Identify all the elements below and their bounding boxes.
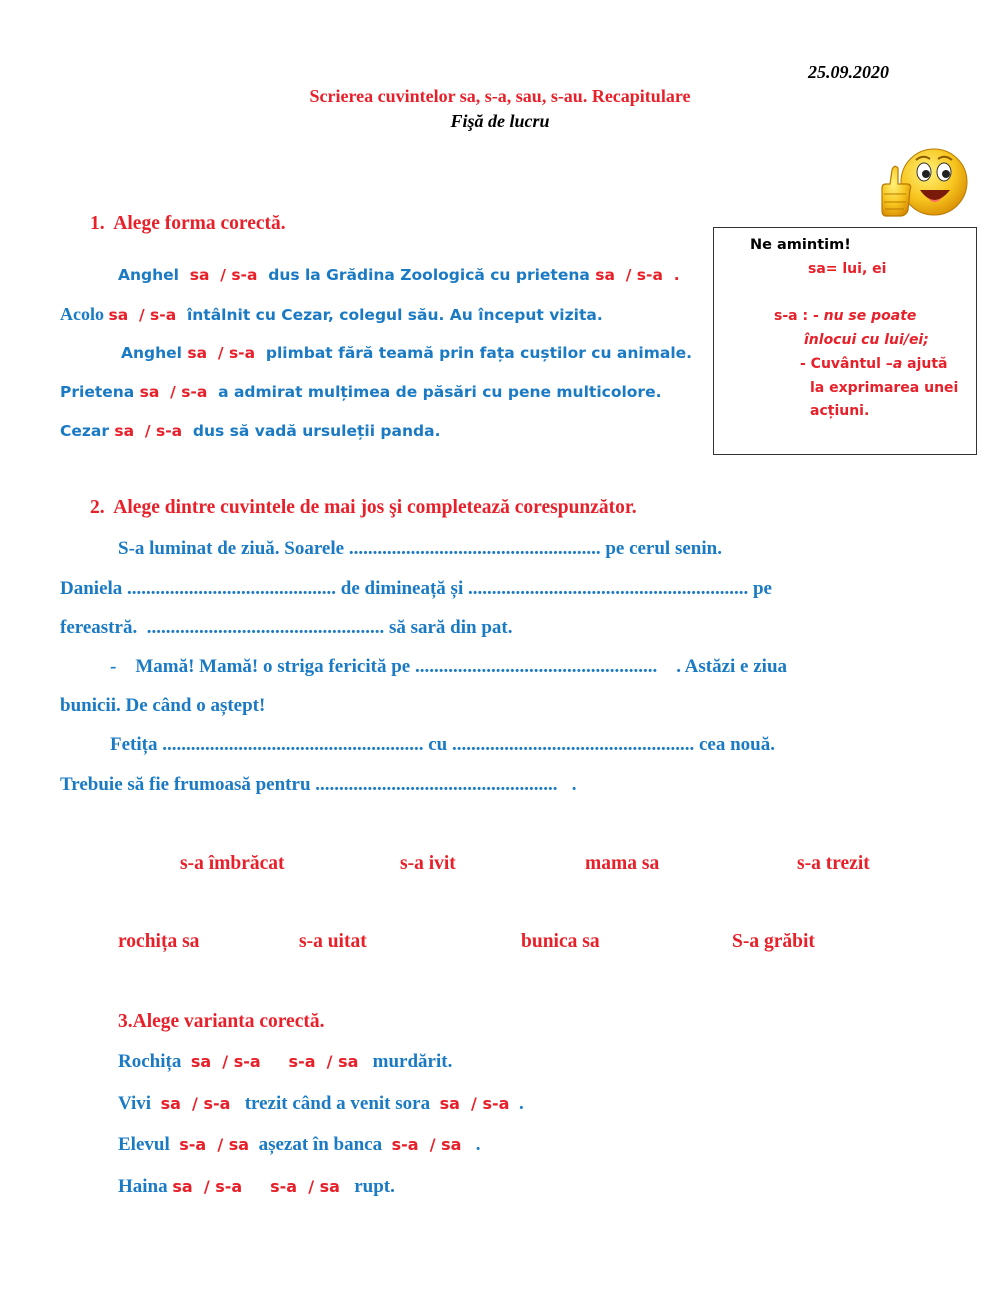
- page-subtitle: Fişă de lucru: [450, 111, 550, 131]
- word-bank-item[interactable]: s-a uitat: [299, 931, 367, 952]
- option-sa[interactable]: sa: [160, 1094, 181, 1113]
- ex3-sentence: Vivi sa / s-a trezit când a venit sora sa / s-a .: [118, 1093, 524, 1114]
- word-bank-item[interactable]: mama sa: [585, 853, 660, 874]
- ex1-sentence: Prietena sa / s-a a admirat mulțimea de păsări cu pene multicolore.: [60, 383, 662, 401]
- option-s-a[interactable]: s-a: [203, 1094, 231, 1113]
- ex2-text-line: Daniela ............................................ de dimineață și ........................................................... pe: [60, 578, 772, 599]
- option-s-a[interactable]: s-a: [233, 1052, 261, 1071]
- ex1-sentence: Anghel sa / s-a plimbat fără teamă prin fața cuștilor cu animale.: [121, 344, 693, 362]
- ex3-sentence: Haina sa / s-a s-a / sa rupt.: [118, 1176, 395, 1197]
- option-sa[interactable]: sa: [108, 306, 129, 324]
- date: 25.09.2020: [808, 62, 889, 82]
- option-s-a[interactable]: s-a: [636, 266, 663, 284]
- reminder-line: înlocui cu lui/ei;: [804, 332, 929, 348]
- ex2-text-line: fereastră. .................................................. să sară din pat.: [60, 617, 513, 638]
- reminder-box: [713, 227, 977, 455]
- word-bank-item[interactable]: bunica sa: [521, 931, 600, 952]
- ex3-sentence: Elevul s-a / sa așezat în banca s-a / sa .: [118, 1134, 481, 1155]
- reminder-line: acțiuni.: [810, 403, 870, 419]
- option-s-a[interactable]: s-a: [288, 1052, 316, 1071]
- word-bank-item[interactable]: S-a grăbit: [732, 931, 815, 952]
- option-s-a[interactable]: s-a: [231, 266, 258, 284]
- option-sa[interactable]: sa: [114, 422, 135, 440]
- reminder-heading: Ne amintim!: [750, 237, 851, 253]
- word-bank-item[interactable]: s-a trezit: [797, 853, 870, 874]
- ex2-text-line: S-a luminat de ziuă. Soarele ..................................................... pe cerul senin.: [118, 538, 722, 559]
- ex1-sentence: Acolo sa / s-a întâlnit cu Cezar, colegul său. Au început vizita.: [60, 304, 603, 324]
- option-sa[interactable]: sa: [595, 266, 615, 284]
- option-sa[interactable]: sa: [172, 1177, 193, 1196]
- reminder-line: sa= lui, ei: [808, 261, 887, 277]
- ex1-sentence: Anghel sa / s-a dus la Grădina Zoologică cu prietena sa / s-a .: [118, 266, 680, 284]
- exercise-3-heading: 3.Alege varianta corectă.: [118, 1011, 325, 1032]
- option-sa[interactable]: sa: [187, 344, 208, 362]
- option-sa[interactable]: sa: [139, 383, 160, 401]
- ex2-text-line: bunicii. De când o aștept!: [60, 695, 266, 716]
- option-s-a[interactable]: s-a: [270, 1177, 298, 1196]
- option-s-a[interactable]: s-a: [179, 1135, 207, 1154]
- ex3-sentence: Rochița sa / s-a s-a / sa murdărit.: [118, 1051, 453, 1072]
- page-title: Scrierea cuvintelor sa, s-a, sau, s-au. Recapitulare: [309, 86, 691, 106]
- option-s-a[interactable]: s-a: [228, 344, 256, 362]
- ex2-text-line: Trebuie să fie frumoasă pentru ................................................... .: [60, 774, 577, 795]
- word-bank-item[interactable]: s-a îmbrăcat: [180, 853, 285, 874]
- option-s-a[interactable]: s-a: [482, 1094, 510, 1113]
- reminder-line: s-a : - nu se poate: [774, 308, 917, 324]
- option-sa[interactable]: sa: [441, 1135, 462, 1154]
- option-s-a[interactable]: s-a: [391, 1135, 419, 1154]
- option-s-a[interactable]: s-a: [215, 1177, 243, 1196]
- word-bank-item[interactable]: s-a ivit: [400, 853, 456, 874]
- exercise-1-heading: 1. Alege forma corectă.: [90, 213, 286, 234]
- option-s-a[interactable]: s-a: [150, 306, 177, 324]
- option-sa[interactable]: sa: [190, 1052, 212, 1071]
- option-sa[interactable]: sa: [439, 1094, 460, 1113]
- option-s-a[interactable]: s-a: [181, 383, 208, 401]
- ex2-text-line: Fetița ....................................................... cu ................................................... cea nouă.: [110, 734, 775, 755]
- option-sa[interactable]: sa: [338, 1052, 359, 1071]
- ex2-text-line: - Mamă! Mamă! o striga fericită pe ................................................... . Astăzi e ziua: [110, 656, 788, 677]
- reminder-line: - Cuvântul –a ajută: [800, 356, 948, 372]
- option-s-a[interactable]: s-a: [155, 422, 183, 440]
- thumbs-up-smiley-icon: [876, 148, 972, 222]
- exercise-2-heading: 2. Alege dintre cuvintele de mai jos şi completează corespunzător.: [90, 497, 637, 518]
- ex1-sentence: Cezar sa / s-a dus să vadă ursuleții panda.: [60, 422, 441, 440]
- word-bank-item[interactable]: rochița sa: [118, 931, 200, 952]
- option-sa[interactable]: sa: [319, 1177, 340, 1196]
- option-sa[interactable]: sa: [228, 1135, 250, 1154]
- option-sa[interactable]: sa: [189, 266, 210, 284]
- reminder-line: la exprimarea unei: [810, 380, 959, 396]
